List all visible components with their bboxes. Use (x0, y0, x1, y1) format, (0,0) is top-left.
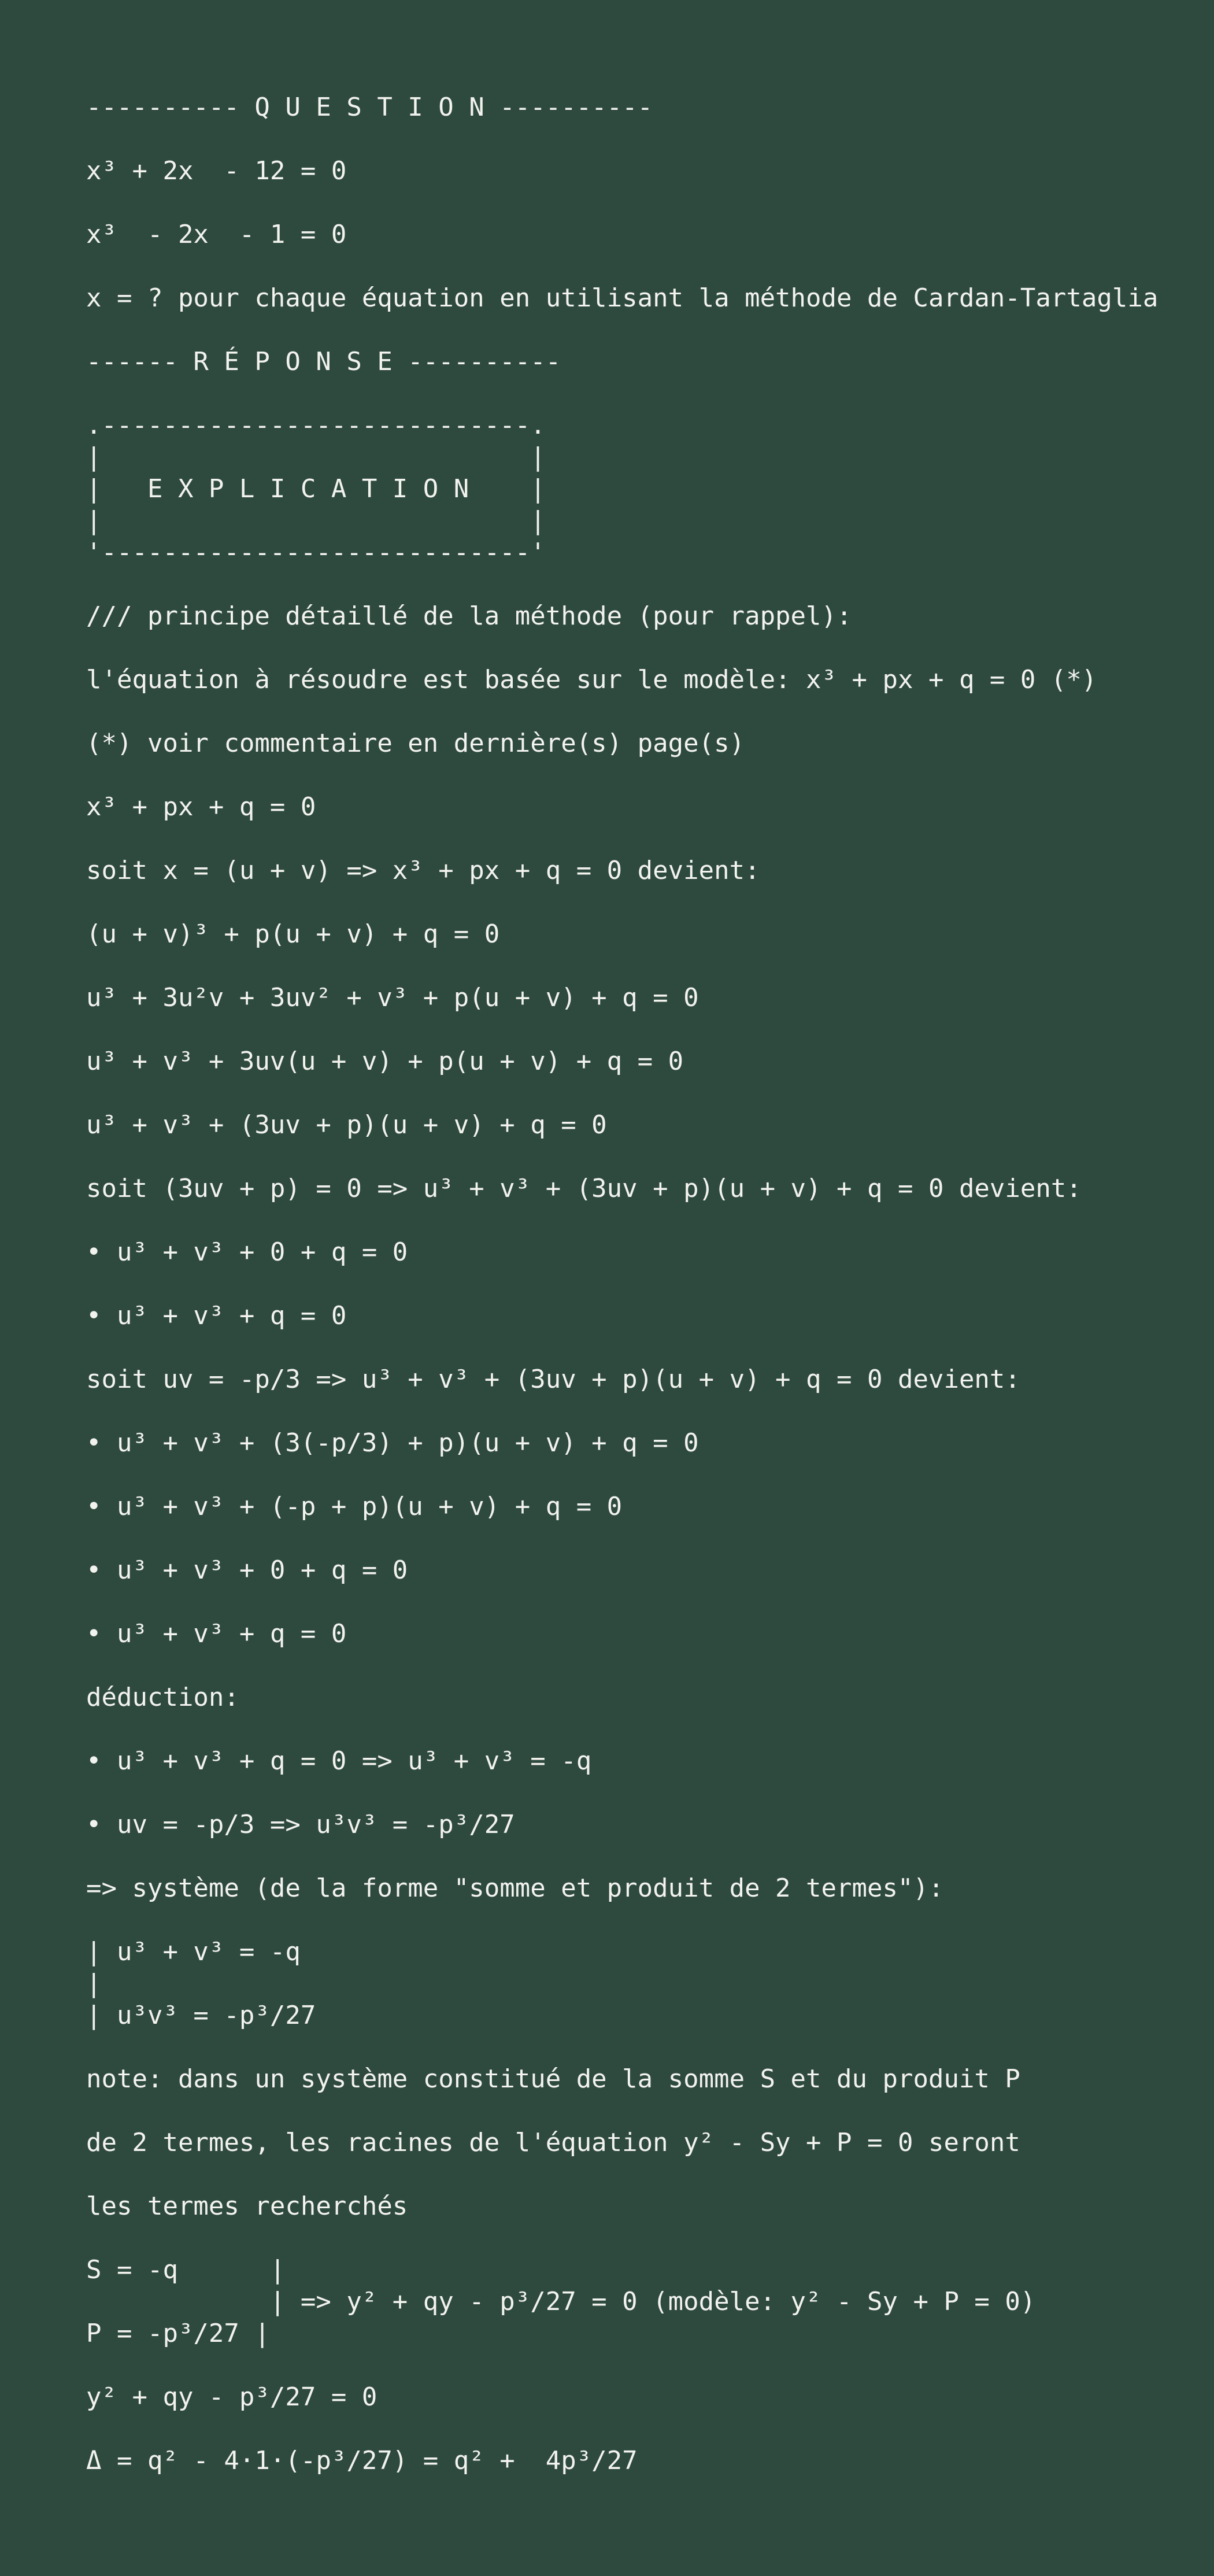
text-line: • u³ + v³ + q = 0 (86, 1619, 347, 1649)
text-line: | (86, 1969, 102, 1998)
blank-line (86, 1268, 1185, 1300)
blank-line (86, 1650, 1185, 1681)
text-line: u³ + v³ + 3uv(u + v) + p(u + v) + q = 0 (86, 1047, 684, 1076)
blank-line (86, 1522, 1185, 1554)
text-line: • uv = -p/3 => u³v³ = -p³/27 (86, 1810, 515, 1839)
text-line: | | (86, 506, 546, 535)
blank-line (86, 187, 1185, 219)
blank-line (86, 2413, 1185, 2445)
blank-line (86, 1459, 1185, 1491)
text-line: ---------- Q U E S T I O N ---------- (86, 93, 653, 122)
text-line: | | (86, 442, 546, 472)
text-line: note: dans un système constitué de la somme S et du produit P (86, 2064, 1020, 2094)
text-line: • u³ + v³ + 0 + q = 0 (86, 1555, 408, 1585)
blank-line (86, 2095, 1185, 2127)
blank-line (86, 1332, 1185, 1363)
blank-line (86, 886, 1185, 918)
blank-line (86, 1204, 1185, 1236)
blank-line (86, 2031, 1185, 2063)
text-line: /// principe détaillé de la méthode (pour rappel): (86, 601, 852, 631)
text-line: | E X P L I C A T I O N | (86, 474, 546, 504)
text-line: Δ = q² - 4·1·(-p³/27) = q² + 4p³/27 (86, 2446, 638, 2475)
blank-line (86, 1840, 1185, 1872)
text-line: u³ + v³ + (3uv + p)(u + v) + q = 0 (86, 1110, 607, 1140)
text-document (86, 91, 1185, 2477)
text-line: x³ - 2x - 1 = 0 (86, 220, 347, 249)
text-line: | u³ + v³ = -q (86, 1937, 301, 1967)
blank-line (86, 1077, 1185, 1109)
text-line: x³ + 2x - 12 = 0 (86, 156, 347, 186)
text-line: x = ? pour chaque équation en utilisant la méthode de Cardan-Tartaglia (86, 283, 1159, 313)
blank-line (86, 314, 1185, 346)
text-line: => système (de la forme "somme et produit de 2 termes"): (86, 1873, 944, 1903)
text-line: déduction: (86, 1683, 239, 1712)
text-line: • u³ + v³ + (-p + p)(u + v) + q = 0 (86, 1492, 623, 1521)
text-line: • u³ + v³ + q = 0 (86, 1301, 347, 1330)
blank-line (86, 759, 1185, 791)
blank-line (86, 823, 1185, 855)
blank-line (86, 1014, 1185, 1045)
text-line: | u³v³ = -p³/27 (86, 2001, 316, 2030)
blank-line (86, 1777, 1185, 1809)
blank-line (86, 1586, 1185, 1618)
text-line: • u³ + v³ + (3(-p/3) + p)(u + v) + q = 0 (86, 1428, 699, 1458)
blank-line (86, 1395, 1185, 1427)
blank-line (86, 696, 1185, 727)
text-line: les termes recherchés (86, 2191, 408, 2221)
text-line: • u³ + v³ + 0 + q = 0 (86, 1237, 408, 1267)
text-line: y² + qy - p³/27 = 0 (86, 2382, 377, 2412)
blank-line (86, 950, 1185, 982)
blank-line (86, 2222, 1185, 2254)
text-line: (u + v)³ + p(u + v) + q = 0 (86, 919, 500, 949)
blank-line (86, 2349, 1185, 2381)
text-line: (*) voir commentaire en dernière(s) page(s) (86, 729, 745, 758)
text-line: ------ R É P O N S E ---------- (86, 347, 561, 376)
text-line: P = -p³/27 | (86, 2319, 270, 2348)
text-line: '----------------------------' (86, 538, 546, 567)
blank-line (86, 1904, 1185, 1936)
blank-line (86, 1141, 1185, 1173)
blank-line (86, 1713, 1185, 1745)
text-line: soit (3uv + p) = 0 => u³ + v³ + (3uv + p)(u + v) + q = 0 devient: (86, 1174, 1082, 1203)
text-line: x³ + px + q = 0 (86, 792, 316, 822)
text-line: de 2 termes, les racines de l'équation y² - Sy + P = 0 seront (86, 2128, 1020, 2157)
blank-line (86, 2159, 1185, 2190)
text-line: S = -q | (86, 2255, 286, 2285)
text-line: • u³ + v³ + q = 0 => u³ + v³ = -q (86, 1746, 592, 1776)
blank-line (86, 378, 1185, 409)
text-line: .----------------------------. (86, 411, 546, 440)
blank-line (86, 123, 1185, 155)
blank-line (86, 250, 1185, 282)
text-line: u³ + 3u²v + 3uv² + v³ + p(u + v) + q = 0 (86, 983, 699, 1012)
text-line: l'équation à résoudre est basée sur le modèle: x³ + px + q = 0 (*) (86, 665, 1097, 694)
text-line: soit x = (u + v) => x³ + px + q = 0 devient: (86, 856, 760, 885)
text-line: | => y² + qy - p³/27 = 0 (modèle: y² - Sy + P = 0) (86, 2287, 1036, 2316)
text-line: soit uv = -p/3 => u³ + v³ + (3uv + p)(u + v) + q = 0 devient: (86, 1365, 1020, 1394)
blank-line (86, 568, 1185, 600)
blank-line (86, 632, 1185, 664)
